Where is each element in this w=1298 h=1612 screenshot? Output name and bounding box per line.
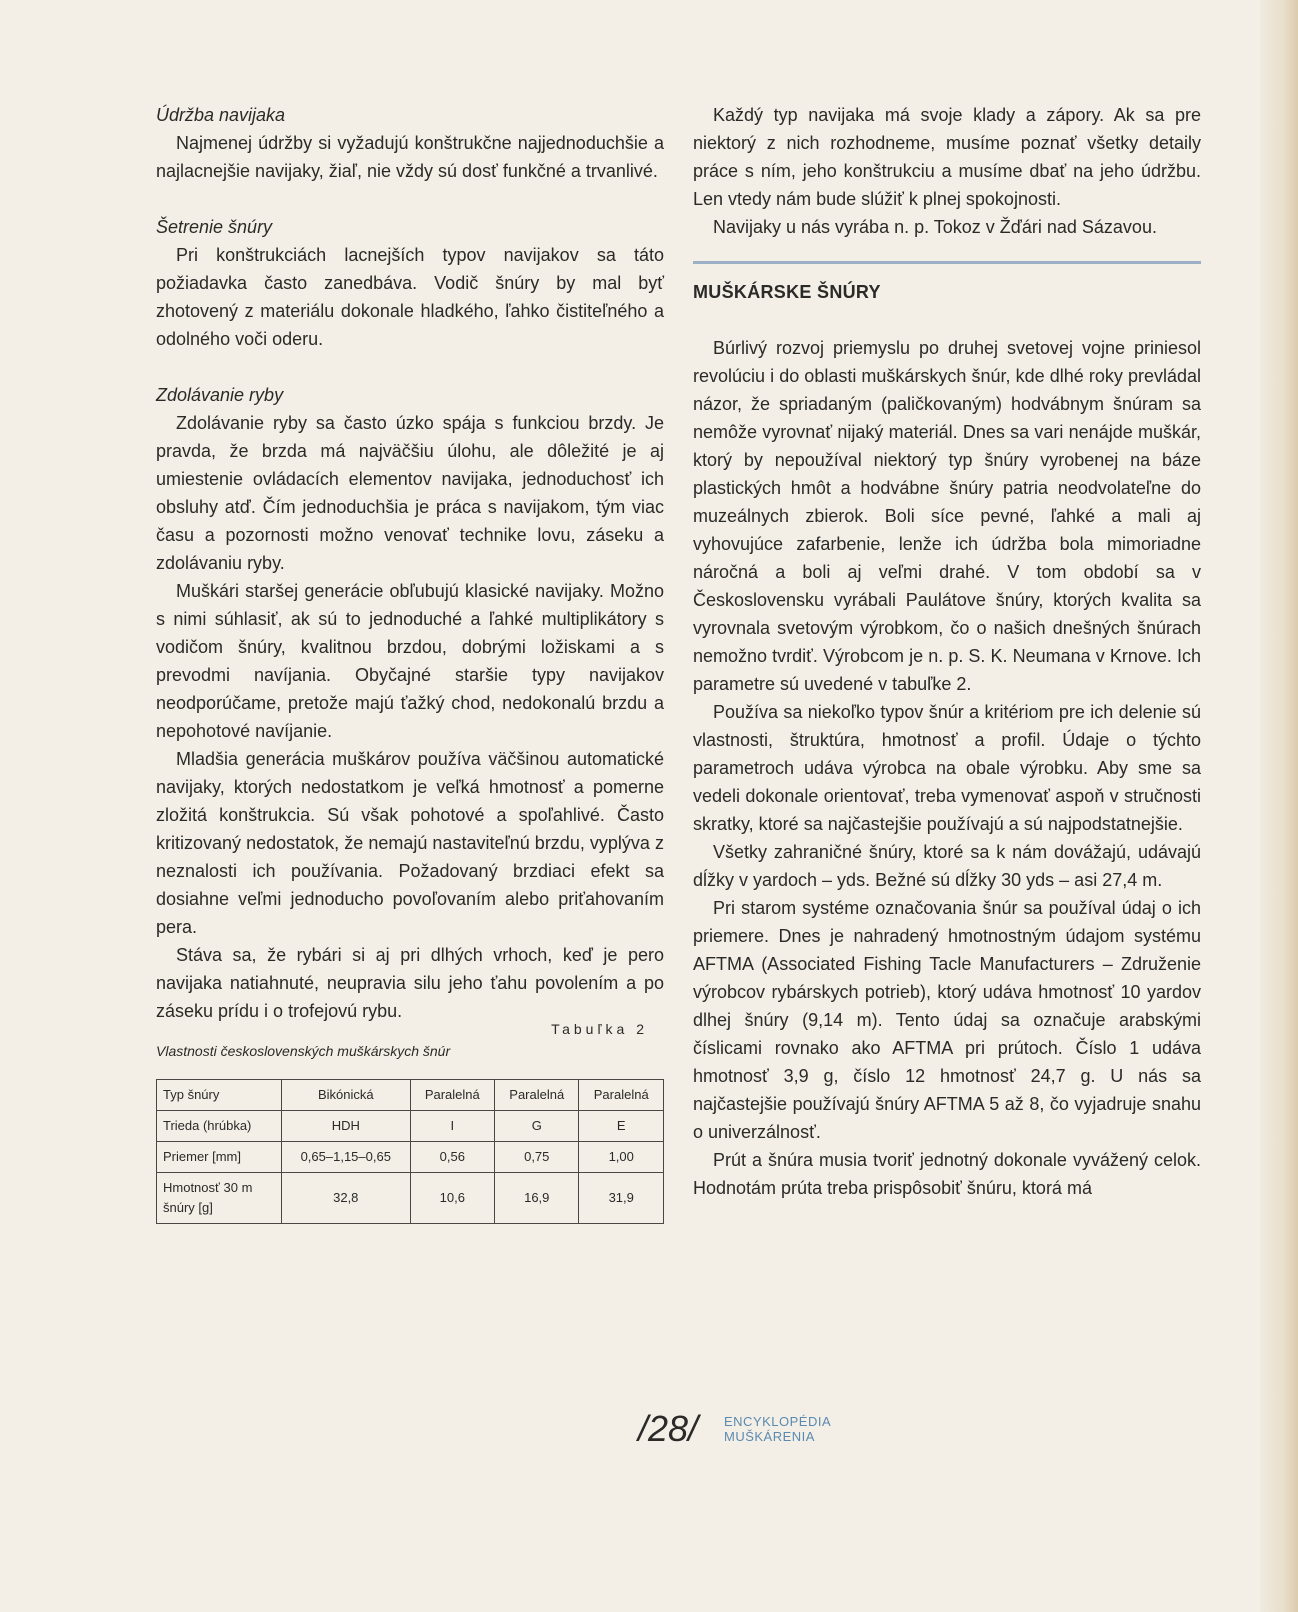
table-caption [156, 1021, 664, 1069]
table-cell: 0,65–1,15–0,65 [282, 1142, 411, 1173]
paragraph: Búrlivý rozvoj priemyslu po druhej svetovej vojne priniesol revolúciu i do oblasti muškárskych šnúr, kde dlhé roky prevládal názor, že spriadaným (paličkovaným) hodvábnym šnúram sa nemôže vyrovnať nijaký materiál. Dnes sa vari nenájde muškár, ktorý by nepoužíval niektorý typ šnúry vyrobenej na báze plastických hmôt a hodvábne šnúry patria neodvolateľne do muzeálnych zbierok. Boli síce pevné, ľahké a mali aj vyhovujúce zafarbenie, lenže ich údržba bola mimoriadne náročná a boli aj veľmi drahé. V tom období sa v Československu vyrábali Paulátove šnúry, ktorých kvalita sa vyrovnala svetovým výrobkom, čo o našich dnešných šnúrach nemožno tvrdiť. Výrobcom je n. p. S. K. Neumana v Krnove. Ich parametre sú uvedené v tabuľke 2. [693, 338, 1201, 694]
table-label: Tabuľka 2 [551, 1021, 648, 1037]
paragraph: Používa sa niekoľko typov šnúr a kritériom pre ich delenie sú vlastnosti, štruktúra, hmotnosť a profil. Údaje o týchto parametroch udáva výrobca na obale výrobku. Aby sme sa vedeli dokonale orientovať, treba vymenovať aspoň v stručnosti skratky, ktoré sa najčastejšie používajú a sú najpodstatnejšie. [693, 702, 1201, 834]
section-title-fighting-fish: Zdolávanie ryby [156, 385, 284, 405]
table-row-label: Hmotnosť 30 m šnúry [g] [157, 1173, 282, 1224]
section-divider [693, 261, 1201, 264]
section-title-line-care: Šetrenie šnúry [156, 217, 273, 237]
table-header-row [157, 1080, 664, 1111]
table-header-cell: Typ šnúry [157, 1080, 282, 1111]
table-cell: HDH [282, 1111, 411, 1142]
paragraph: Pri starom systéme označovania šnúr sa používal údaj o ich priemere. Dnes je nahradený hmotnostným údajom systému AFTMA (Associated Fishing Tacle Manufacturers – Združenie výrobcov rybárskych potrieb), ktorý udáva hmotnosť 10 yardov dlhej šnúry (9,14 m). Tento údaj sa označuje arabskými číslicami rovnako ako AFTMA pri prútoch. Číslo 1 udáva hmotnosť 3,9 g, číslo 12 hmotnosť 24,7 g. U nás sa najčastejšie používajú šnúry AFTMA 5 až 8, čo vyjadruje snahu o univerzálnosť. [693, 898, 1201, 1142]
paragraph: Všetky zahraničné šnúry, ktoré sa k nám dovážajú, udávajú dĺžky v yardoch – yds. Bežné sú dĺžky 30 yds – asi 27,4 m. [693, 842, 1201, 890]
table-row [157, 1173, 664, 1224]
right-column [693, 101, 1201, 1202]
table-header-cell: Paralelná [579, 1080, 664, 1111]
table-cell: 10,6 [410, 1173, 494, 1224]
left-column [156, 101, 664, 1224]
page-edge [1260, 0, 1298, 1612]
table-cell: 31,9 [579, 1173, 664, 1224]
table-cell: 1,00 [579, 1142, 664, 1173]
paragraph: Stáva sa, že rybári si aj pri dlhých vrhoch, keď je pero navijaka natiahnuté, neupravia silu jeho ťahu povolením a po záseku prídu i o trofejovú rybu. [156, 945, 664, 1021]
table-cell: 0,75 [495, 1142, 579, 1173]
table-header-cell: Bikónická [282, 1080, 411, 1111]
paragraph: Mladšia generácia muškárov používa väčšinou automatické navijaky, ktorých nedostatkom je veľká hmotnosť a pomerne zložitá konštrukcia. Sú však pohotové a spoľahlivé. Často kritizovaný nedostatok, že nemajú nastaviteľnú brzdu, vyplýva z neznalosti ich používania. Požadovaný brzdiaci efekt sa dosiahne veľmi jednoducho povoľovaním alebo priťahovaním pera. [156, 749, 664, 937]
paragraph: Prút a šnúra musia tvoriť jednotný dokonale vyvážený celok. Hodnotám prúta treba prispôsobiť šnúru, ktorá má [693, 1150, 1201, 1198]
table-cell: G [495, 1111, 579, 1142]
paragraph: Najmenej údržby si vyžadujú konštrukčne najjednoduchšie a najlacnejšie navijaky, žiaľ, nie vždy sú dosť funkčné a trvanlivé. [156, 133, 664, 181]
table-row-label: Trieda (hrúbka) [157, 1111, 282, 1142]
paragraph: Pri konštrukciách lacnejších typov navijakov sa táto požiadavka často zanedbáva. Vodič šnúry by mal byť zhotovený z materiálu dokonale hladkého, ľahko čistiteľného a odolného voči oderu. [156, 245, 664, 349]
publication-brand [724, 1414, 831, 1444]
table-cell: I [410, 1111, 494, 1142]
table-row [157, 1111, 664, 1142]
page-number: /28/ [638, 1408, 699, 1449]
paragraph: Každý typ navijaka má svoje klady a zápory. Ak sa pre niektorý z nich rozhodneme, musíme poznať všetky detaily práce s ním, jeho konštrukciu a musíme dbať na jeho údržbu. Len vtedy nám bude slúžiť k plnej spokojnosti. [693, 105, 1201, 209]
brand-line: ENCYKLOPÉDIA [724, 1414, 832, 1429]
table-title: Vlastnosti československých muškárskych šnúr [156, 1043, 451, 1059]
paragraph: Muškári staršej generácie obľubujú klasické navijaky. Možno s nimi súhlasiť, ak sú to jednoduché a ľahké multiplikátory s vodičom šnúry, kvalitnou brzdou, dobrými ložiskami a s prevodmi navíjania. Obyčajné staršie typy navijakov neodporúčame, pretože majú ťažký chod, nedokonalú brzdu a nepohotové navíjanie. [156, 581, 664, 741]
line-properties-table [156, 1079, 664, 1224]
table-cell: E [579, 1111, 664, 1142]
table-cell: 0,56 [410, 1142, 494, 1173]
table-header-cell: Paralelná [495, 1080, 579, 1111]
table-cell: 16,9 [495, 1173, 579, 1224]
paragraph: Navijaky u nás vyrába n. p. Tokoz v Žďári nad Sázavou. [713, 217, 1157, 237]
table-row [157, 1142, 664, 1173]
section-heading-fly-lines: MUŠKÁRSKE ŠNÚRY [693, 282, 881, 302]
paragraph: Zdolávanie ryby sa často úzko spája s funkciou brzdy. Je pravda, že brzda má najväčšiu úlohu, ale dôležité je aj umiestenie ovládacích elementov navijaka, jednoduchosť ich obsluhy atď. Čím jednoduchšia je práca s navijakom, tým viac času a pozornosti možno venovať technike lovu, záseku a zdolávaniu ryby. [156, 413, 664, 573]
section-title-reel-maintenance: Údržba navijaka [156, 105, 286, 125]
brand-line: MUŠKÁRENIA [724, 1429, 815, 1444]
table-cell: 32,8 [282, 1173, 411, 1224]
table-row-label: Priemer [mm] [157, 1142, 282, 1173]
table-header-cell: Paralelná [410, 1080, 494, 1111]
